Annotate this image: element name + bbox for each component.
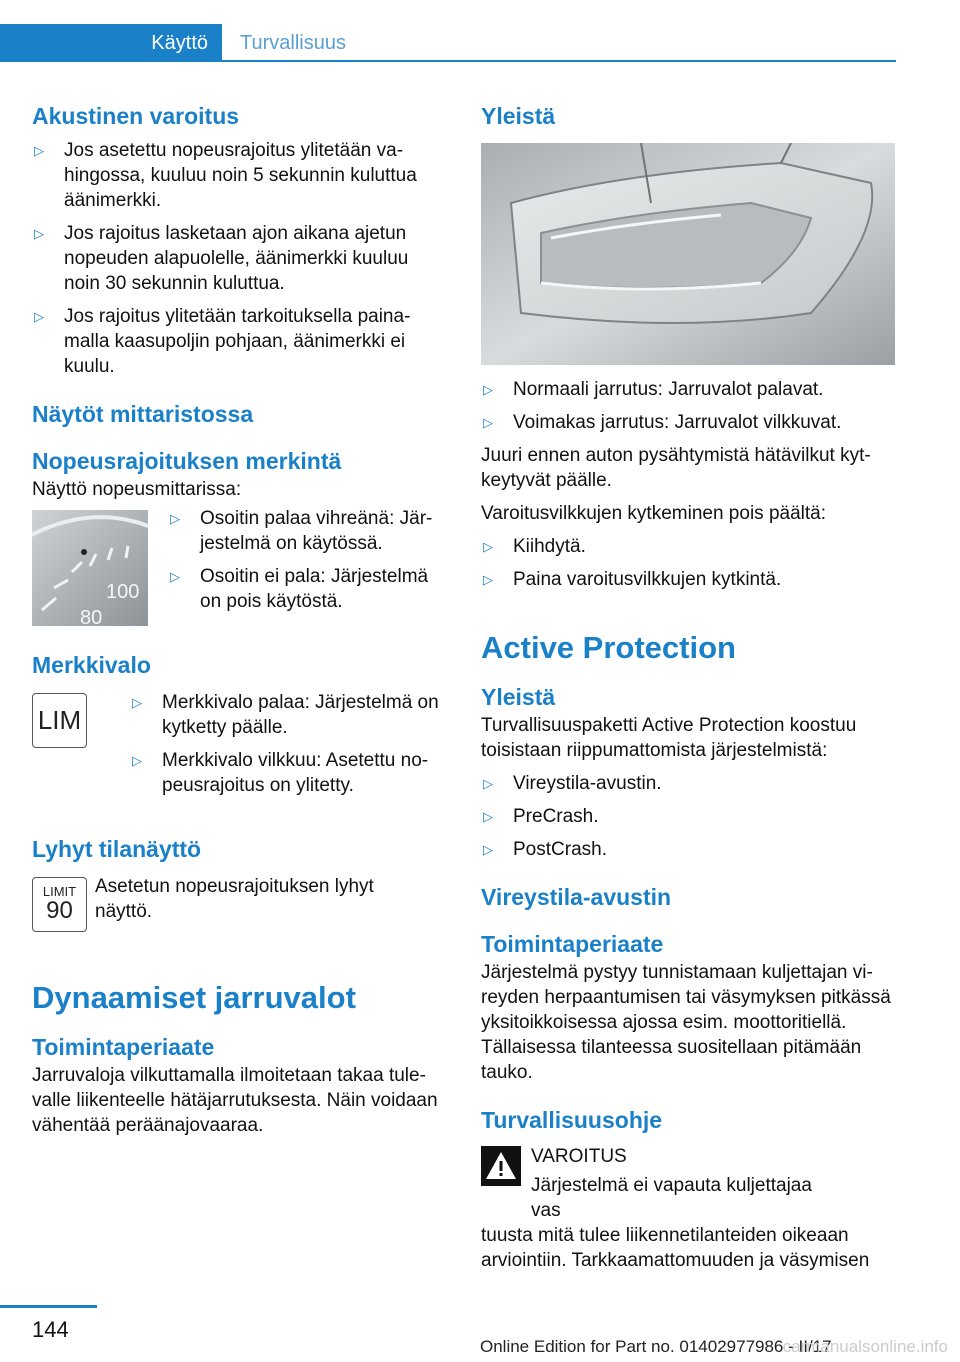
limit-display-icon (32, 877, 87, 932)
list-item: ▷ Osoitin ei pala: Järjestelmä on pois käytöstä. (168, 564, 446, 614)
header-rule (222, 60, 896, 62)
list-item: ▷ PreCrash. (481, 804, 895, 829)
edition-text: Online Edition for Part no. 01402977986 - II/17 (480, 1337, 832, 1356)
limit-icon-label: LIMIT (42, 884, 77, 899)
brake-list (481, 377, 895, 435)
lim-indicator-icon (32, 693, 87, 748)
varoitus-intro: Varoitusvilkkujen kytkeminen pois päältä: (481, 503, 826, 524)
tail-light-image (481, 143, 895, 365)
header-tab-kaytto (0, 24, 222, 62)
merkkivalo-list (130, 690, 446, 806)
warning-line1: Järjestelmä ei vapauta kuljettajaa vas (531, 1175, 812, 1221)
heading-yleista: Yleistä (481, 103, 556, 129)
heading-akustinen: Akustinen varoitus (32, 103, 240, 129)
heading-active-protection: Active Protection (481, 630, 736, 665)
warning-text: tuusta mitä tulee liikennetilanteiden oikeaan arviointiin. Tarkkaamattomuuden ja väsymisen (481, 1225, 870, 1271)
speedometer-gauge-image (32, 510, 148, 626)
list-item: ▷ Merkkivalo vilkkuu: Asetettu nopeusrajoitus on ylitetty. (130, 748, 446, 798)
watermark: carmanualsonline.info (782, 1337, 948, 1356)
limit-icon-value: 90 (46, 897, 73, 924)
header-tab-turvallisuus: Turvallisuus (240, 32, 346, 54)
dynaamiset-text: Jarruvaloja vilkuttamalla ilmoitetaan takaa tulevalle liikenteelle hätäjarrutuksesta. Näin voidaan vähentää peräänajovaaraa. (32, 1065, 438, 1136)
footer-rule (0, 1305, 97, 1308)
heading-merkinta: Nopeusrajoituksen merkintä (32, 448, 342, 474)
heading-naytot: Näytöt mittaristossa (32, 401, 254, 427)
heading-yleista-2: Yleistä (481, 684, 556, 710)
left-column (32, 100, 446, 1138)
list-item: ▷ Paina varoitusvilkkujen kytkintä. (481, 567, 895, 592)
heading-vireystila: Vireystila-avustin (481, 884, 672, 910)
vireystila-text: Järjestelmä pystyy tunnistamaan kuljettajan vireyden herpaantumisen tai väsymyksen pitkässä yksitoikkoisessa ajossa esim. moottoritiellä. Tällaisessa tilanteessa suositellaan pitämään tauko. (481, 962, 891, 1083)
merkinta-row (32, 510, 446, 626)
list-item: ▷ Jos rajoitus lasketaan ajon aikana ajetun nopeuden alapuolelle, äänimerkki kuuluu noin 30 sekunnin kuluttua. (32, 221, 446, 296)
heading-lyhyt: Lyhyt tilanäyttö (32, 836, 202, 862)
merkinta-list (168, 506, 446, 626)
varoitus-list (481, 534, 895, 592)
heading-toimintaperiaate-left: Toimintaperiaate (32, 1034, 215, 1060)
warning-block (481, 1144, 895, 1223)
gauge-label-80: 80 (80, 607, 103, 626)
merkkivalo-row (32, 693, 446, 806)
list-item: ▷ Vireystila-avustin. (481, 771, 895, 796)
active-text: Turvallisuuspaketti Active Protection koostuu toisistaan riippumattomista järjestelmistä: (481, 715, 857, 761)
akustinen-list (32, 138, 446, 379)
lyhyt-text: Asetetun nopeusrajoituksen lyhyt näyttö. (95, 876, 374, 922)
list-item: ▷ Merkkivalo palaa: Järjestelmä on kytketty päälle. (130, 690, 446, 740)
right-column (481, 100, 895, 1273)
lyhyt-row (32, 877, 446, 932)
warning-title: VAROITUS (531, 1146, 627, 1167)
list-item: ▷ Jos rajoitus ylitetään tarkoituksella painamalla kaasupoljin pohjaan, äänimerkki ei kuulu. (32, 304, 446, 379)
list-item: ▷ Normaali jarrutus: Jarruvalot palavat. (481, 377, 895, 402)
list-item: ▷ Jos asetettu nopeusrajoitus ylitetään vahingossa, kuuluu noin 5 sekunnin kuluttua äänimerkki. (32, 138, 446, 213)
gauge-label-100: 100 (106, 581, 140, 603)
list-item: ▷ Voimakas jarrutus: Jarruvalot vilkkuvat. (481, 410, 895, 435)
page-number: 144 (32, 1317, 69, 1342)
warning-triangle-icon (481, 1146, 521, 1186)
lim-indicator-text: LIM (37, 705, 82, 735)
merkinta-intro: Näyttö nopeusmittarissa: (32, 479, 242, 500)
heading-toimintaperiaate-right: Toimintaperiaate (481, 931, 664, 957)
list-item: ▷ PostCrash. (481, 837, 895, 862)
heading-dynaamiset: Dynaamiset jarruvalot (32, 980, 356, 1015)
list-item: ▷ Osoitin palaa vihreänä: Järjestelmä on käytössä. (168, 506, 446, 556)
heading-turvallisuusohje: Turvallisuusohje (481, 1107, 663, 1133)
list-item: ▷ Kiihdytä. (481, 534, 895, 559)
active-list (481, 771, 895, 862)
hata-text: Juuri ennen auton pysähtymistä hätävilkut kytkeytyvät päälle. (481, 445, 871, 491)
heading-merkkivalo: Merkkivalo (32, 652, 151, 678)
header-tab-kaytto-label: Käyttö (151, 32, 208, 54)
